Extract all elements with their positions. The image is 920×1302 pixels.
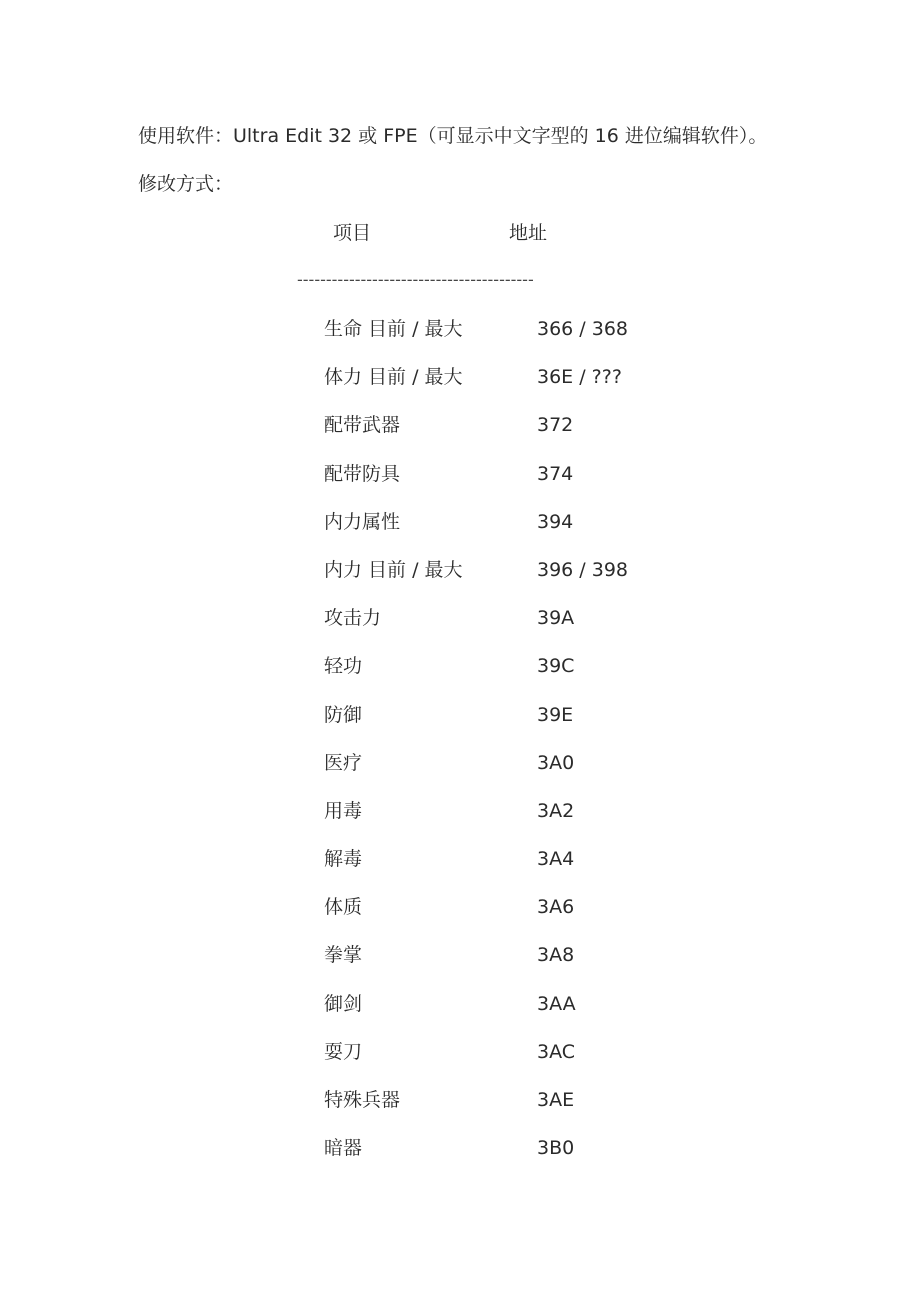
table-row bbox=[0, 847, 920, 895]
address-table bbox=[0, 317, 920, 1184]
row-item: 解毒 bbox=[324, 848, 363, 871]
row-address: 3AA bbox=[537, 992, 576, 1015]
row-item: 医疗 bbox=[324, 751, 363, 774]
table-row bbox=[0, 654, 920, 702]
table-row bbox=[0, 799, 920, 847]
table-row bbox=[0, 606, 920, 654]
row-item: 内力属性 bbox=[324, 510, 401, 533]
row-address: 3AC bbox=[537, 1040, 576, 1063]
table-row bbox=[0, 703, 920, 751]
table-row bbox=[0, 510, 920, 558]
table-row bbox=[0, 895, 920, 943]
row-address: 374 bbox=[537, 462, 574, 485]
table-row bbox=[0, 413, 920, 461]
row-item: 防御 bbox=[324, 703, 363, 726]
table-row bbox=[0, 365, 920, 413]
table-row bbox=[0, 1040, 920, 1088]
row-address: 3AE bbox=[537, 1089, 575, 1111]
row-address: 3A2 bbox=[537, 799, 575, 822]
row-address: 39A bbox=[537, 607, 575, 630]
table-header-address: 地址 bbox=[509, 222, 548, 244]
row-item: 体力 目前 / 最大 bbox=[324, 366, 463, 389]
row-item: 体质 bbox=[324, 896, 363, 919]
row-address: 39C bbox=[537, 655, 575, 678]
table-row bbox=[0, 1136, 920, 1184]
table-row bbox=[0, 992, 920, 1040]
row-address: 3B0 bbox=[537, 1137, 575, 1160]
row-address: 3A4 bbox=[537, 848, 575, 871]
table-row bbox=[0, 558, 920, 606]
method-label: 修改方式： bbox=[138, 173, 234, 195]
row-address: 3A8 bbox=[537, 944, 575, 967]
table-row bbox=[0, 751, 920, 799]
table-row bbox=[0, 317, 920, 365]
row-item: 配带武器 bbox=[324, 414, 401, 437]
row-item: 暗器 bbox=[324, 1137, 363, 1160]
row-item: 特殊兵器 bbox=[324, 1089, 401, 1111]
table-divider: ----------------------------------------- bbox=[297, 270, 534, 289]
row-address: 396 / 398 bbox=[537, 558, 629, 581]
table-row bbox=[0, 943, 920, 991]
row-item: 拳掌 bbox=[324, 944, 363, 967]
row-item: 御剑 bbox=[324, 992, 363, 1015]
row-address: 366 / 368 bbox=[537, 318, 629, 340]
table-row bbox=[0, 462, 920, 510]
table-header-item: 项目 bbox=[333, 222, 372, 244]
row-address: 39E bbox=[537, 703, 574, 726]
table-row bbox=[0, 1088, 920, 1136]
intro-text: 使用软件：Ultra Edit 32 或 FPE（可显示中文字型的 16 进位编辑软件）。 bbox=[138, 125, 768, 147]
row-address: 372 bbox=[537, 414, 574, 437]
row-address: 36E / ??? bbox=[537, 366, 622, 389]
row-address: 394 bbox=[537, 510, 574, 533]
row-address: 3A0 bbox=[537, 751, 575, 774]
row-item: 耍刀 bbox=[324, 1040, 363, 1063]
row-address: 3A6 bbox=[537, 896, 575, 919]
row-item: 轻功 bbox=[324, 655, 363, 678]
row-item: 用毒 bbox=[324, 799, 363, 822]
row-item: 配带防具 bbox=[324, 462, 401, 485]
row-item: 内力 目前 / 最大 bbox=[324, 558, 463, 581]
row-item: 攻击力 bbox=[324, 607, 382, 630]
row-item: 生命 目前 / 最大 bbox=[324, 318, 463, 340]
